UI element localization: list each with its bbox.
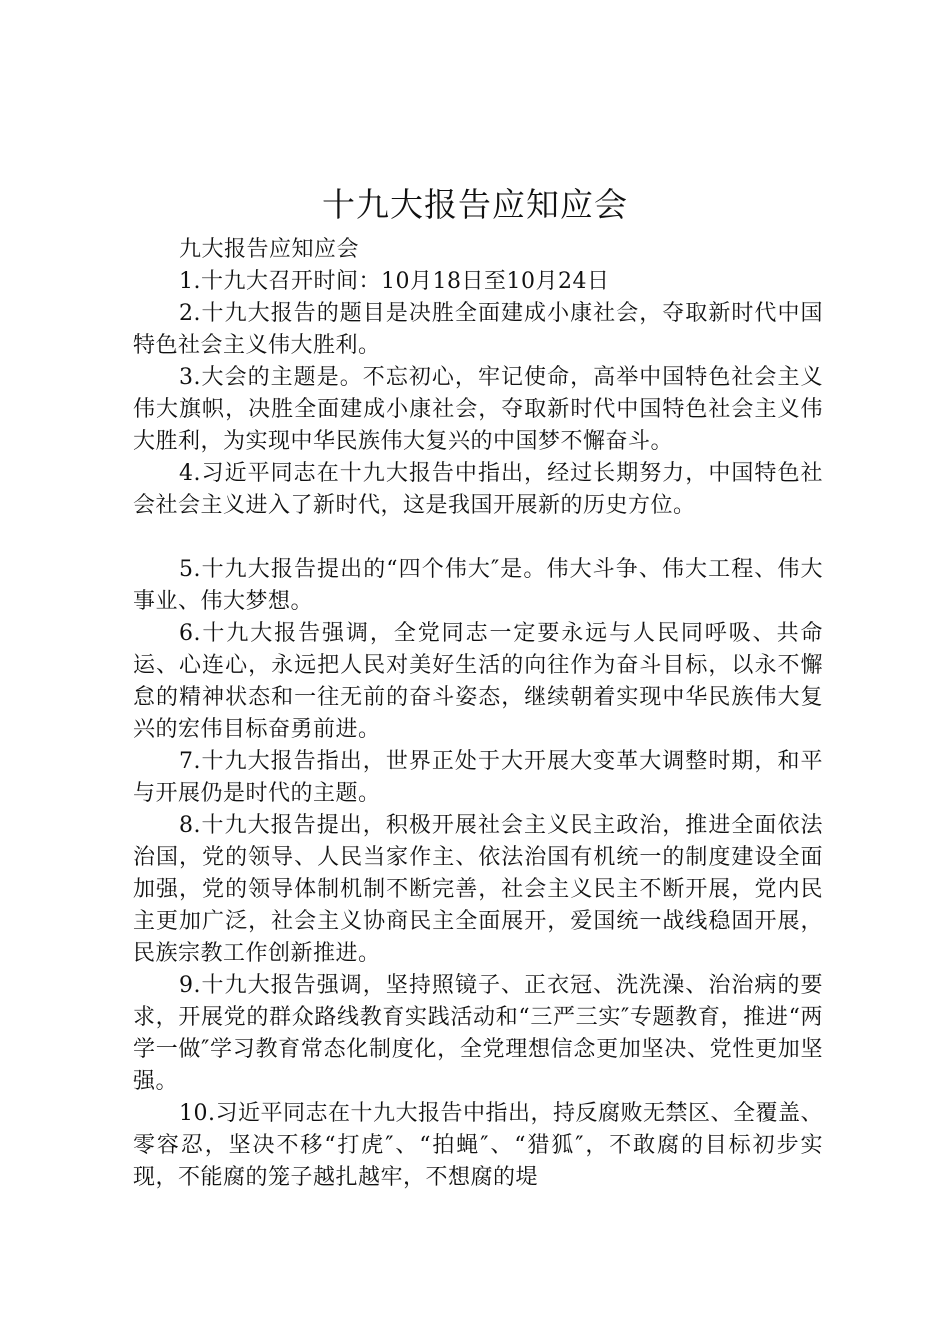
paragraph-4: 4.习近平同志在十九大报告中指出，经过长期努力，中国特色社会社会主义进入了新时代，这是我国开展新的历史方位。: [133, 461, 823, 518]
paragraph-1: 1.十九大召开时间：10月18日至10月24日: [179, 269, 610, 294]
paragraph-5: 5.十九大报告提出的“四个伟大″是。伟大斗争、伟大工程、伟大事业、伟大梦想。: [133, 557, 823, 614]
paragraph-7: 7.十九大报告指出，世界正处于大开展大变革大调整时期，和平与开展仍是时代的主题。: [133, 749, 823, 806]
paragraph-9: 9.十九大报告强调，坚持照镜子、正衣冠、洗洗澡、治治病的要求，开展党的群众路线教育实践活动和“三严三实″专题教育，推进“两学一做″学习教育常态化制度化，全党理想信念更加坚决、党性更加坚强。: [133, 973, 823, 1094]
document-body: [133, 234, 823, 1194]
paragraph-8: 8.十九大报告提出，积极开展社会主义民主政治，推进全面依法治国，党的领导、人民当家作主、依法治国有机统一的制度建设全面加强，党的领导体制机制不断完善，社会主义民主不断开展，党内民主更加广泛，社会主义协商民主全面展开，爱国统一战线稳固开展，民族宗教工作创新推进。: [133, 813, 823, 966]
document-title: 十九大报告应知应会: [322, 185, 628, 224]
paragraph-subtitle: 九大报告应知应会: [179, 237, 360, 262]
paragraph-10: 10.习近平同志在十九大报告中指出，持反腐败无禁区、全覆盖、零容忍，坚决不移“打虎″、“拍蝇″、“猎狐″，不敢腐的目标初步实现，不能腐的笼子越扎越牢，不想腐的堤: [133, 1101, 823, 1190]
paragraph-2: 2.十九大报告的题目是决胜全面建成小康社会，夺取新时代中国特色社会主义伟大胜利。: [133, 301, 823, 358]
paragraph-3: 3.大会的主题是。不忘初心，牢记使命，高举中国特色社会主义伟大旗帜，决胜全面建成小康社会，夺取新时代中国特色社会主义伟大胜利，为实现中华民族伟大复兴的中国梦不懈奋斗。: [133, 365, 823, 454]
paragraph-6: 6.十九大报告强调，全党同志一定要永远与人民同呼吸、共命运、心连心，永远把人民对美好生活的向往作为奋斗目标，以永不懈怠的精神状态和一往无前的奋斗姿态，继续朝着实现中华民族伟大复兴的宏伟目标奋勇前进。: [133, 621, 823, 742]
